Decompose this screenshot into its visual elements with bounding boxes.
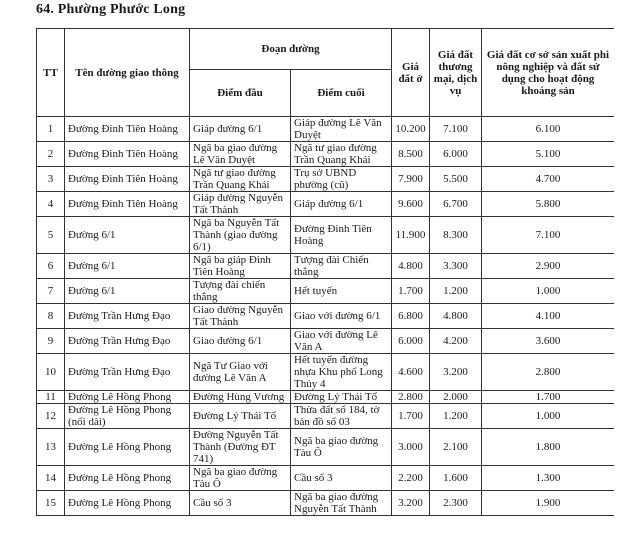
segment-end: Giáp đường Lê Văn Duyệt bbox=[291, 117, 392, 142]
row-number: 7 bbox=[37, 279, 65, 304]
nonagri-price: 1.900 bbox=[482, 491, 615, 516]
residential-price: 1.700 bbox=[392, 404, 430, 429]
table-row bbox=[37, 404, 615, 429]
segment-start: Ngã ba giáp Đinh Tiên Hoàng bbox=[190, 254, 291, 279]
street-name: Đường 6/1 bbox=[65, 217, 190, 254]
commercial-price: 4.200 bbox=[430, 329, 482, 354]
nonagri-price: 4.700 bbox=[482, 167, 615, 192]
street-name: Đường Đinh Tiên Hoàng bbox=[65, 142, 190, 167]
row-number: 2 bbox=[37, 142, 65, 167]
segment-start: Ngã tư giao đường Trần Quang Khải bbox=[190, 167, 291, 192]
nonagri-price: 5.100 bbox=[482, 142, 615, 167]
street-name: Đường Lê Hồng Phong bbox=[65, 429, 190, 466]
segment-start: Cầu số 3 bbox=[190, 491, 291, 516]
table-row bbox=[37, 217, 615, 254]
segment-start: Giáp đường Nguyễn Tất Thành bbox=[190, 192, 291, 217]
row-number: 11 bbox=[37, 391, 65, 404]
table-row bbox=[37, 117, 615, 142]
residential-price: 4.800 bbox=[392, 254, 430, 279]
price-table-container bbox=[36, 28, 614, 548]
table-row bbox=[37, 354, 615, 391]
table-row bbox=[37, 429, 615, 466]
row-number: 14 bbox=[37, 466, 65, 491]
row-number: 8 bbox=[37, 304, 65, 329]
segment-end: Giao với đường Lê Văn A bbox=[291, 329, 392, 354]
segment-start: Ngã Tư Giao với đường Lê Văn A bbox=[190, 354, 291, 391]
nonagri-price: 6.100 bbox=[482, 117, 615, 142]
row-number: 1 bbox=[37, 117, 65, 142]
segment-end: Hết tuyến đường nhựa Khu phố Long Thủy 4 bbox=[291, 354, 392, 391]
nonagri-price: 7.100 bbox=[482, 217, 615, 254]
nonagri-price: 2.900 bbox=[482, 254, 615, 279]
table-row bbox=[37, 279, 615, 304]
street-name: Đường Đinh Tiên Hoàng bbox=[65, 117, 190, 142]
street-name: Đường 6/1 bbox=[65, 279, 190, 304]
row-number: 15 bbox=[37, 491, 65, 516]
table-row bbox=[37, 167, 615, 192]
commercial-price: 6.700 bbox=[430, 192, 482, 217]
commercial-price: 2.000 bbox=[430, 391, 482, 404]
street-name: Đường Đinh Tiên Hoàng bbox=[65, 192, 190, 217]
table-row bbox=[37, 192, 615, 217]
segment-end: Thửa đất số 184, tờ bản đồ số 03 bbox=[291, 404, 392, 429]
header-residential: Giá đất ở bbox=[392, 29, 430, 117]
commercial-price: 4.800 bbox=[430, 304, 482, 329]
nonagri-price: 4.100 bbox=[482, 304, 615, 329]
land-price-table bbox=[36, 28, 614, 516]
segment-end: Hết tuyến bbox=[291, 279, 392, 304]
segment-start: Đường Nguyễn Tất Thành (Đường ĐT 741) bbox=[190, 429, 291, 466]
residential-price: 7.900 bbox=[392, 167, 430, 192]
street-name: Đường Lê Hồng Phong bbox=[65, 391, 190, 404]
table-row bbox=[37, 304, 615, 329]
segment-end: Đường Đinh Tiên Hoàng bbox=[291, 217, 392, 254]
nonagri-price: 1.800 bbox=[482, 429, 615, 466]
header-tt: TT bbox=[37, 29, 65, 117]
segment-start: Đường Lý Thái Tổ bbox=[190, 404, 291, 429]
commercial-price: 3.200 bbox=[430, 354, 482, 391]
street-name: Đường Đinh Tiên Hoàng bbox=[65, 167, 190, 192]
commercial-price: 8.300 bbox=[430, 217, 482, 254]
residential-price: 1.700 bbox=[392, 279, 430, 304]
segment-end: Trụ sở UBND phường (cũ) bbox=[291, 167, 392, 192]
header-street: Tên đường giao thông bbox=[65, 29, 190, 117]
segment-start: Giao đường 6/1 bbox=[190, 329, 291, 354]
row-number: 12 bbox=[37, 404, 65, 429]
commercial-price: 1.200 bbox=[430, 404, 482, 429]
row-number: 4 bbox=[37, 192, 65, 217]
residential-price: 3.200 bbox=[392, 491, 430, 516]
segment-end: Giáp đường 6/1 bbox=[291, 192, 392, 217]
segment-end: Ngã tư giao đường Trần Quang Khải bbox=[291, 142, 392, 167]
residential-price: 4.600 bbox=[392, 354, 430, 391]
segment-end: Tượng đài Chiến thắng bbox=[291, 254, 392, 279]
street-name: Đường Lê Hồng Phong bbox=[65, 466, 190, 491]
segment-start: Đường Hùng Vương bbox=[190, 391, 291, 404]
table-body bbox=[37, 117, 615, 516]
header-nonagri: Giá đất cơ sở sản xuất phi nông nghiệp và đất sử dụng cho hoạt động khoáng sản bbox=[482, 29, 615, 117]
row-number: 5 bbox=[37, 217, 65, 254]
segment-end: Cầu số 3 bbox=[291, 466, 392, 491]
nonagri-price: 5.800 bbox=[482, 192, 615, 217]
nonagri-price: 1.000 bbox=[482, 404, 615, 429]
street-name: Đường Trần Hưng Đạo bbox=[65, 304, 190, 329]
nonagri-price: 1.000 bbox=[482, 279, 615, 304]
row-number: 10 bbox=[37, 354, 65, 391]
segment-end: Ngã ba giao đường Tàu Ô bbox=[291, 429, 392, 466]
row-number: 3 bbox=[37, 167, 65, 192]
street-name: Đường 6/1 bbox=[65, 254, 190, 279]
table-row bbox=[37, 391, 615, 404]
street-name: Đường Lê Hồng Phong (nối dài) bbox=[65, 404, 190, 429]
table-row bbox=[37, 466, 615, 491]
segment-start: Ngã ba Nguyễn Tất Thành (giao đường 6/1) bbox=[190, 217, 291, 254]
segment-start: Ngã ba giao đường Tàu Ô bbox=[190, 466, 291, 491]
row-number: 6 bbox=[37, 254, 65, 279]
residential-price: 2.200 bbox=[392, 466, 430, 491]
table-row bbox=[37, 254, 615, 279]
header-end: Điểm cuối bbox=[291, 70, 392, 117]
residential-price: 8.500 bbox=[392, 142, 430, 167]
segment-start: Ngã ba giao đường Lê Văn Duyệt bbox=[190, 142, 291, 167]
residential-price: 2.800 bbox=[392, 391, 430, 404]
commercial-price: 3.300 bbox=[430, 254, 482, 279]
table-row bbox=[37, 491, 615, 516]
residential-price: 6.000 bbox=[392, 329, 430, 354]
header-commercial: Giá đất thương mại, dịch vụ bbox=[430, 29, 482, 117]
segment-end: Đường Lý Thái Tổ bbox=[291, 391, 392, 404]
nonagri-price: 3.600 bbox=[482, 329, 615, 354]
commercial-price: 2.100 bbox=[430, 429, 482, 466]
header-segment: Đoạn đường bbox=[190, 29, 392, 70]
residential-price: 11.900 bbox=[392, 217, 430, 254]
section-title: 64. Phường Phước Long bbox=[36, 2, 186, 17]
segment-end: Giao với đường 6/1 bbox=[291, 304, 392, 329]
street-name: Đường Lê Hồng Phong bbox=[65, 491, 190, 516]
commercial-price: 1.600 bbox=[430, 466, 482, 491]
segment-start: Giao đường Nguyễn Tất Thành bbox=[190, 304, 291, 329]
commercial-price: 6.000 bbox=[430, 142, 482, 167]
residential-price: 9.600 bbox=[392, 192, 430, 217]
row-number: 13 bbox=[37, 429, 65, 466]
street-name: Đường Trần Hưng Đạo bbox=[65, 329, 190, 354]
table-row bbox=[37, 329, 615, 354]
residential-price: 10.200 bbox=[392, 117, 430, 142]
street-name: Đường Trần Hưng Đạo bbox=[65, 354, 190, 391]
header-start: Điểm đầu bbox=[190, 70, 291, 117]
commercial-price: 1.200 bbox=[430, 279, 482, 304]
table-row bbox=[37, 142, 615, 167]
commercial-price: 2.300 bbox=[430, 491, 482, 516]
segment-start: Tượng đài chiến thắng bbox=[190, 279, 291, 304]
commercial-price: 7.100 bbox=[430, 117, 482, 142]
nonagri-price: 1.700 bbox=[482, 391, 615, 404]
residential-price: 3.000 bbox=[392, 429, 430, 466]
commercial-price: 5.500 bbox=[430, 167, 482, 192]
segment-end: Ngã ba giao đường Nguyễn Tất Thành bbox=[291, 491, 392, 516]
nonagri-price: 1.300 bbox=[482, 466, 615, 491]
nonagri-price: 2.800 bbox=[482, 354, 615, 391]
segment-start: Giáp đường 6/1 bbox=[190, 117, 291, 142]
residential-price: 6.800 bbox=[392, 304, 430, 329]
row-number: 9 bbox=[37, 329, 65, 354]
